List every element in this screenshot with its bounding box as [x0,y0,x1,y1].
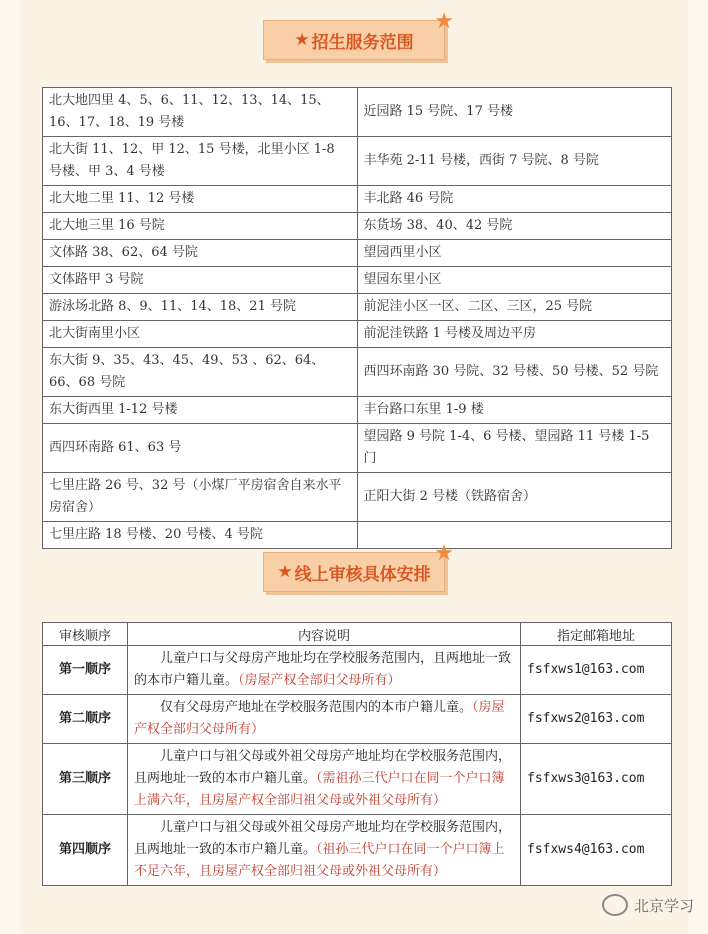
review-main-text: 儿童户口与祖父母或外祖父母房产地址均在学校服务范围内，且两地址一致的本市户籍儿童。 [134,749,512,786]
star-icon: ★ [277,562,293,582]
review-email[interactable]: fsfxws1@163.com [521,646,672,695]
table-row [43,744,672,815]
range-cell-right: 望园西里小区 [357,240,672,267]
review-main-text: 儿童户口与父母房产地址均在学校服务范围内，且两地址一致的本市户籍儿童。 [134,651,512,688]
range-cell-right: 近园路 15 号院、17 号楼 [357,88,672,137]
table-row [43,321,672,348]
review-order: 第一顺序 [43,646,128,695]
table-row [43,348,672,397]
review-email[interactable]: fsfxws4@163.com [521,815,672,886]
range-cell-right: 西四环南路 30 号院、32 号楼、50 号楼、52 号院 [357,348,672,397]
online-review-table [42,622,672,886]
review-order: 第二顺序 [43,695,128,744]
review-order: 第四顺序 [43,815,128,886]
range-cell-left: 文体路 38、62、64 号院 [43,240,358,267]
review-content [128,646,521,695]
range-cell-right: 丰北路 46 号院 [357,186,672,213]
section-title-enrollment-range [263,9,454,60]
review-email[interactable]: fsfxws3@163.com [521,744,672,815]
review-content [128,744,521,815]
page-margin-left [0,0,20,934]
range-cell-left: 东大街 9、35、43、45、49、53 、62、64、66、68 号院 [43,348,358,397]
table-row [43,240,672,267]
range-cell-right: 东货场 38、40、42 号院 [357,213,672,240]
star-decoration-icon: ★ [434,9,454,34]
table-row [43,213,672,240]
star-decoration-icon: ★ [434,541,454,566]
page-margin-right [688,0,708,934]
header-email: 指定邮箱地址 [521,623,672,646]
review-email[interactable]: fsfxws2@163.com [521,695,672,744]
header-order: 审核顺序 [43,623,128,646]
review-order: 第三顺序 [43,744,128,815]
table-row [43,424,672,473]
range-cell-left: 七里庄路 18 号楼、20 号楼、4 号院 [43,522,358,549]
table-header-row [43,623,672,646]
table-row [43,646,672,695]
range-cell-left: 西四环南路 61、63 号 [43,424,358,473]
range-cell-right: 前泥洼小区一区、二区、三区，25 号院 [357,294,672,321]
review-content [128,815,521,886]
review-content-text [134,648,514,692]
range-cell-right: 丰台路口东里 1-9 楼 [357,397,672,424]
review-content [128,695,521,744]
enrollment-range-table [42,87,672,549]
range-cell-right: 丰华苑 2-11 号楼，西街 7 号院、8 号院 [357,137,672,186]
table-row [43,815,672,886]
review-main-text: 仅有父母房产地址在学校服务范围内的本市户籍儿童。 [160,700,473,715]
range-cell-left: 游泳场北路 8、9、11、14、18、21 号院 [43,294,358,321]
range-cell-left: 北大地四里 4、5、6、11、12、13、14、15、16、17、18、19 号楼 [43,88,358,137]
section-title-online-review [263,541,454,592]
range-cell-left: 东大街西里 1-12 号楼 [43,397,358,424]
review-main-text: 儿童户口与祖父母或外祖父母房产地址均在学校服务范围内，且两地址一致的本市户籍儿童。 [134,820,512,857]
review-content-text [134,697,514,741]
section-title-text: 招生服务范围 [311,32,414,53]
wechat-icon [602,894,628,916]
review-note-text: （需祖孙三代户口在同一个户口簿上满六年，且房屋产权全部归祖父母或外祖父母所有） [134,771,505,808]
table-row [43,137,672,186]
review-note-text: （房屋产权全部归父母所有） [134,700,505,737]
review-note-text: （房屋产权全部归父母所有） [238,673,401,688]
range-cell-left: 北大街南里小区 [43,321,358,348]
table-row [43,695,672,744]
table-row [43,294,672,321]
range-cell-right: 前泥洼铁路 1 号楼及周边平房 [357,321,672,348]
review-content-text [134,817,514,883]
table-row [43,186,672,213]
range-cell-left: 七里庄路 26 号、32 号（小煤厂平房宿舍自来水平房宿舍） [43,473,358,522]
range-cell-right: 望园路 9 号院 1-4、6 号楼、望园路 11 号楼 1-5 门 [357,424,672,473]
range-cell-right: 正阳大街 2 号楼（铁路宿舍） [357,473,672,522]
range-cell-right [357,522,672,549]
range-cell-left: 北大地二里 11、12 号楼 [43,186,358,213]
range-cell-right: 望园东里小区 [357,267,672,294]
review-content-text [134,746,514,812]
table-row [43,267,672,294]
table-row [43,522,672,549]
review-note-text: （祖孙三代户口在同一个户口簿上不足六年，且房屋产权全部归祖父母或外祖父母所有） [134,842,505,879]
watermark [602,894,694,916]
header-content: 内容说明 [128,623,521,646]
table-row [43,473,672,522]
range-cell-left: 北大地三里 16 号院 [43,213,358,240]
range-cell-left: 北大街 11、12、甲 12、15 号楼，北里小区 1-8 号楼、甲 3、4 号楼 [43,137,358,186]
table-row [43,397,672,424]
range-cell-left: 文体路甲 3 号院 [43,267,358,294]
table-row [43,88,672,137]
section-title-text: 线上审核具体安排 [294,564,431,585]
star-icon: ★ [294,30,310,50]
watermark-text: 北京学习 [633,896,694,915]
